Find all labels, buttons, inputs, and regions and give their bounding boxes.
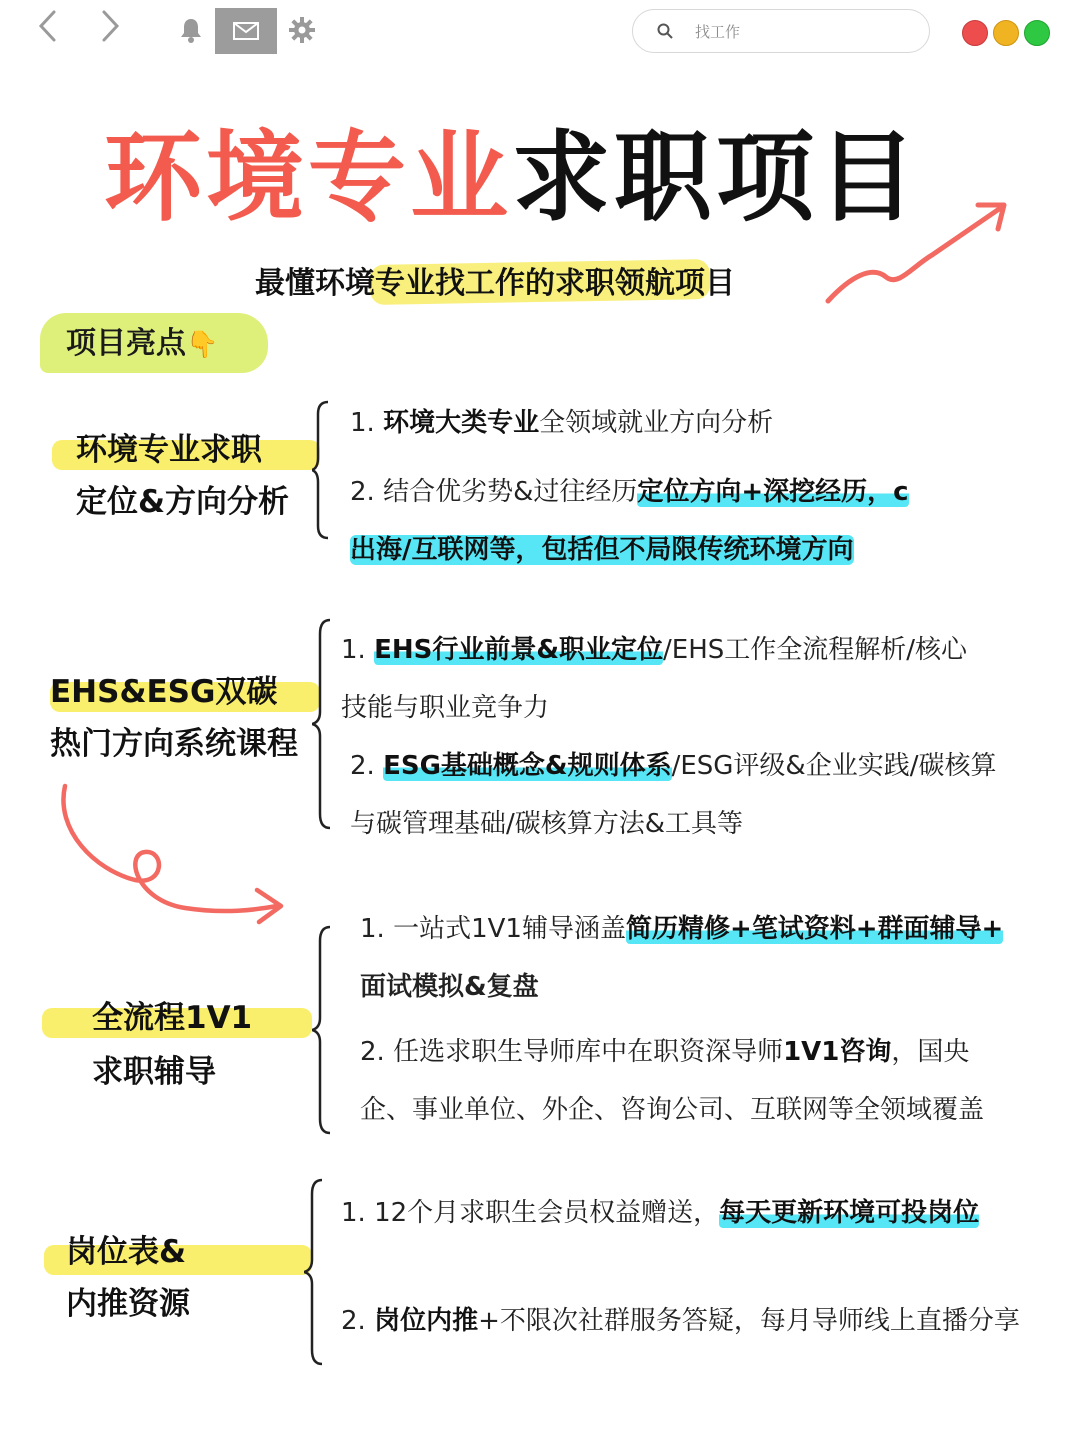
title-black-part: 求职项目 <box>512 121 921 235</box>
search-icon <box>657 23 673 39</box>
bracket-shape <box>312 400 332 540</box>
section-label-line: 岗位表& <box>66 1234 187 1270</box>
subtitle: 最懂环境专业找工作的求职领航项目 <box>255 266 735 301</box>
list-item-continuation: 出海/互联网等，包括但不局限传统环境方向 <box>350 535 854 565</box>
list-item: 2. 结合优劣势&过往经历定位方向+深挖经历，c <box>350 477 909 507</box>
section-label-line: 定位&方向分析 <box>76 484 290 520</box>
section-label-line: 环境专业求职 <box>76 432 262 468</box>
list-item: 1. 12个月求职生会员权益赠送，每天更新环境可投岗位 <box>341 1198 980 1228</box>
tag-label: 项目亮点 <box>66 326 186 361</box>
list-item: 1. 环境大类专业全领域就业方向分析 <box>350 408 774 438</box>
gear-icon <box>289 17 315 43</box>
title-red-part: 环境专业 <box>104 121 513 235</box>
search-input[interactable] <box>693 18 917 46</box>
curly-arrow-icon <box>55 780 290 930</box>
window-close-button[interactable] <box>962 20 988 46</box>
settings-button[interactable] <box>286 14 318 46</box>
back-button[interactable] <box>36 8 58 53</box>
notifications-button[interactable] <box>175 14 207 46</box>
window-maximize-button[interactable] <box>1024 20 1050 46</box>
window-minimize-button[interactable] <box>993 20 1019 46</box>
list-item: 1. 一站式1V1辅导涵盖简历精修+笔试资料+群面辅导+ <box>360 914 1004 944</box>
bracket-shape <box>304 1178 326 1366</box>
section-label-line: 内推资源 <box>66 1286 190 1322</box>
list-item: 2. ESG基础概念&规则体系/ESG评级&企业实践/碳核算 <box>350 751 997 781</box>
pointing-down-icon: 👇 <box>186 330 219 360</box>
list-item-continuation: 技能与职业竞争力 <box>341 693 550 723</box>
bracket-shape <box>312 618 334 830</box>
rising-arrow-icon <box>820 195 1010 310</box>
section-label-line: 全流程1V1 <box>92 1000 253 1036</box>
highlights-tag <box>66 318 218 362</box>
section-label-line: 热门方向系统课程 <box>50 726 298 762</box>
list-item: 2. 任选求职生导师库中在职资深导师1V1咨询，国央 <box>360 1037 970 1067</box>
forward-button[interactable] <box>100 8 122 53</box>
list-item: 2. 岗位内推+不限次社群服务答疑，每月导师线上直播分享 <box>341 1306 1020 1336</box>
list-item-continuation: 与碳管理基础/碳核算方法&工具等 <box>350 809 744 839</box>
list-item: 1. EHS行业前景&职业定位/EHS工作全流程解析/核心 <box>341 635 968 665</box>
mail-icon <box>233 22 259 40</box>
mail-button[interactable] <box>215 8 277 54</box>
list-item-continuation: 面试模拟&复盘 <box>360 972 539 1002</box>
list-item-continuation: 企、事业单位、外企、咨询公司、互联网等全领域覆盖 <box>360 1095 985 1125</box>
section-label-line: EHS&ESG双碳 <box>50 674 278 710</box>
chevron-right-icon <box>100 8 122 44</box>
bracket-shape <box>312 925 334 1135</box>
section-label-line: 求职辅导 <box>92 1054 216 1090</box>
chevron-left-icon <box>36 8 58 44</box>
bell-icon <box>179 17 203 43</box>
search-box[interactable] <box>632 9 930 53</box>
